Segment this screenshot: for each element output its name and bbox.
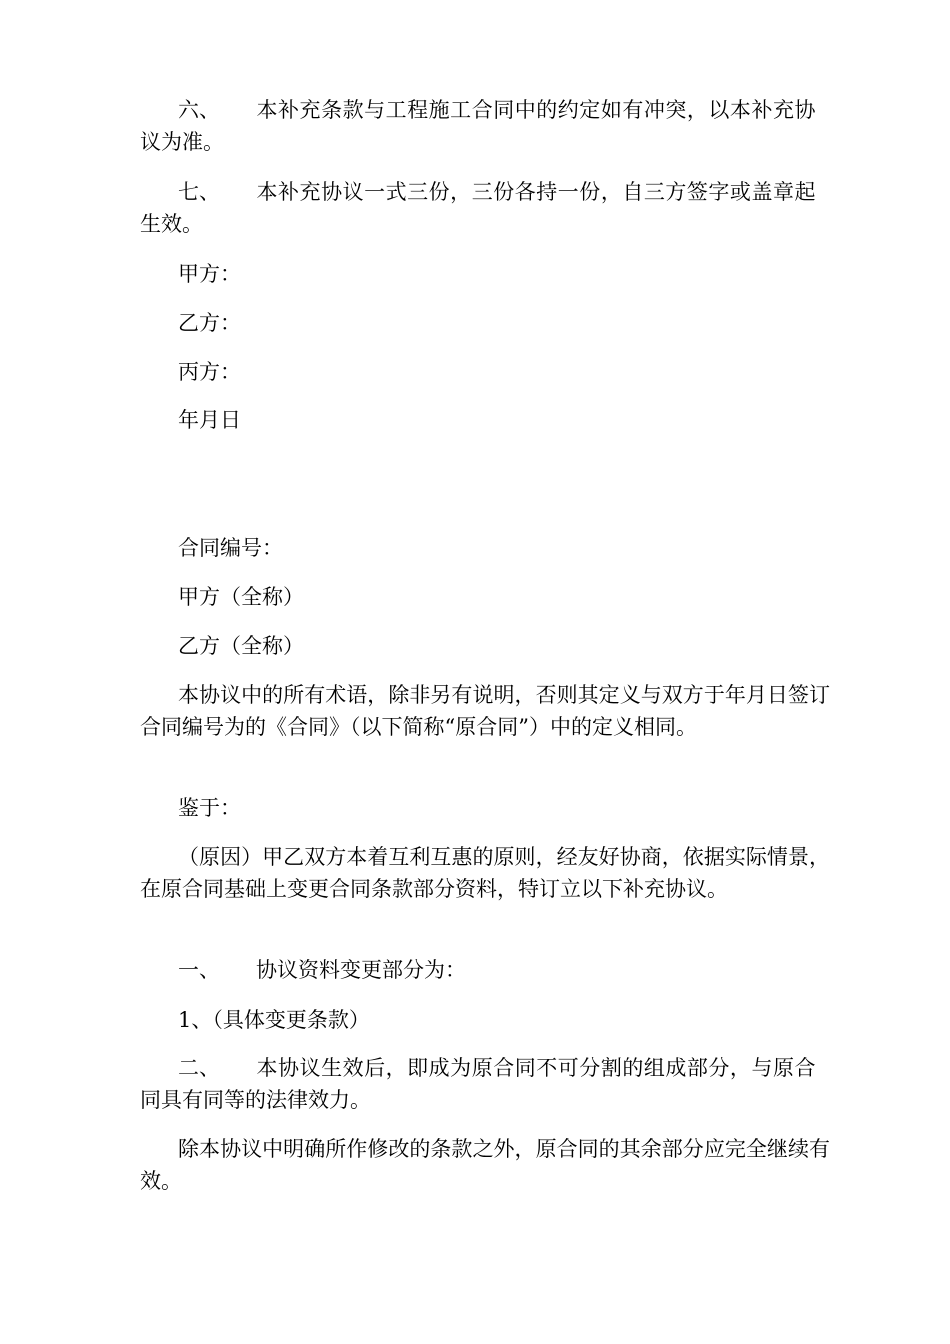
party-a-fullname: 甲方（全称） bbox=[178, 585, 304, 609]
date-line: 年月日 bbox=[178, 408, 241, 432]
whereas-heading: 鉴于： bbox=[178, 796, 241, 820]
clause-one-text: 协议资料变更部分为： bbox=[256, 958, 466, 982]
reason-paragraph: （原因）甲乙双方本着互利互惠的原则，经友好协商，依据实际情景，在原合同基础上变更合同条款部分资料，特订立以下补充协议。 bbox=[140, 845, 830, 901]
clause-two bbox=[140, 1052, 830, 1116]
clause-six-text-b: 议为准。 bbox=[140, 130, 224, 154]
party-a-signature-line: 甲方： bbox=[178, 262, 241, 286]
clause-six-text-a: 本补充条款与工程施工合同中的约定如有冲突，以本补充协 bbox=[256, 98, 816, 122]
terms-definition-paragraph: 本协议中的所有术语，除非另有说明，否则其定义与双方于年月日签订合同编号为的《合同》（以下简称“原合同”）中的定义相同。 bbox=[140, 683, 830, 739]
clause-seven-text-a: 本补充协议一式三份，三份各持一份，自三方签字或盖章起 bbox=[256, 180, 816, 204]
party-b-signature-line: 乙方： bbox=[178, 311, 241, 335]
clause-two-number: 二、 bbox=[178, 1056, 220, 1080]
clause-seven bbox=[140, 176, 830, 240]
contract-number: 合同编号： bbox=[178, 536, 283, 560]
remainder-paragraph: 除本协议中明确所作修改的条款之外，原合同的其余部分应完全继续有效。 bbox=[140, 1137, 830, 1193]
clause-one-number: 一、 bbox=[178, 958, 220, 982]
clause-one-item-1: 1、（具体变更条款） bbox=[178, 1008, 370, 1032]
clause-seven-text-b: 生效。 bbox=[140, 212, 203, 236]
clause-two-text-a: 本协议生效后，即成为原合同不可分割的组成部分，与原合 bbox=[256, 1056, 816, 1080]
party-c-signature-line: 丙方： bbox=[178, 360, 241, 384]
clause-one bbox=[140, 954, 830, 986]
clause-six-number: 六、 bbox=[178, 98, 220, 122]
clause-two-text-b: 同具有同等的法律效力。 bbox=[140, 1088, 371, 1112]
clause-seven-number: 七、 bbox=[178, 180, 220, 204]
party-b-fullname: 乙方（全称） bbox=[178, 634, 304, 658]
clause-six bbox=[140, 94, 830, 158]
